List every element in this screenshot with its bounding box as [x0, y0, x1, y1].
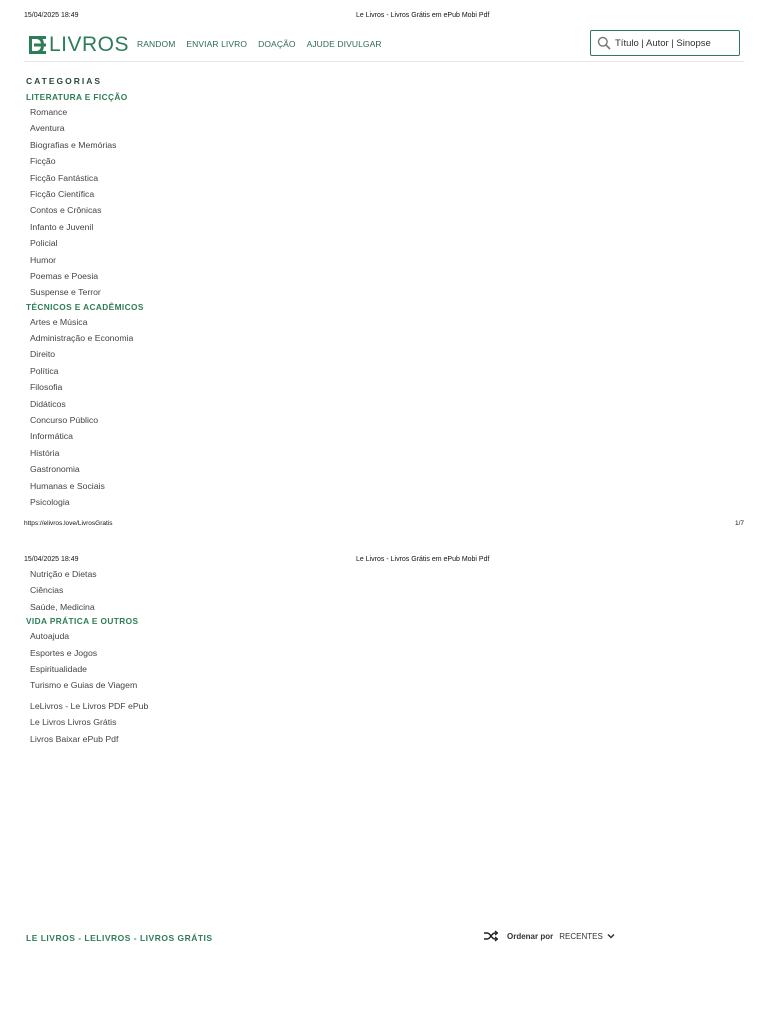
category-heading-vida: VIDA PRÁTICA E OUTROS: [26, 616, 139, 627]
shuffle-icon[interactable]: [484, 930, 498, 942]
nav-ajude-divulgar[interactable]: AJUDE DIVULGAR: [306, 39, 382, 49]
extra-link[interactable]: Le Livros Livros Grátis: [30, 717, 117, 728]
logo-mark-icon: [27, 34, 47, 56]
category-item[interactable]: Poemas e Poesia: [30, 270, 99, 281]
category-item[interactable]: História: [30, 447, 60, 458]
category-item[interactable]: Infanto e Juvenil: [30, 221, 94, 232]
category-item[interactable]: Humanas e Sociais: [30, 480, 105, 491]
categories-title: CATEGORIAS: [26, 76, 103, 86]
nav-enviar-livro[interactable]: ENVIAR LIVRO: [186, 39, 248, 49]
category-item[interactable]: Policial: [30, 238, 58, 249]
category-item[interactable]: Nutrição e Dietas: [30, 569, 97, 579]
category-item[interactable]: Administração e Economia: [30, 333, 134, 344]
category-item[interactable]: Humor: [30, 254, 57, 265]
category-item[interactable]: Aventura: [30, 123, 65, 134]
category-item[interactable]: Filosofia: [30, 382, 63, 393]
logo-text: LIVROS: [49, 33, 130, 56]
sort-dropdown[interactable]: [559, 932, 615, 941]
category-item[interactable]: Contos e Crônicas: [30, 205, 102, 216]
site-logo[interactable]: [27, 33, 129, 57]
print-url: https://elivros.love/LivrosGratis: [24, 520, 113, 527]
print-datetime: 15/04/2025 18:49: [24, 12, 79, 19]
category-item[interactable]: Suspense e Terror: [30, 287, 101, 298]
chevron-down-icon: [607, 932, 615, 940]
category-item[interactable]: Ciências: [30, 585, 64, 596]
category-item[interactable]: Espiritualidade: [30, 663, 87, 674]
sort-control: [484, 930, 615, 942]
category-item[interactable]: Saúde, Medicina: [30, 601, 95, 612]
category-item[interactable]: Ficção Científica: [30, 188, 95, 199]
category-item[interactable]: Romance: [30, 107, 68, 117]
category-heading-literatura: LITERATURA E FICÇÃO: [26, 92, 128, 102]
category-item[interactable]: Esportes e Jogos: [30, 647, 98, 658]
nav-random[interactable]: RANDOM: [137, 39, 176, 49]
extra-link[interactable]: Livros Baixar ePub Pdf: [30, 733, 119, 744]
category-item[interactable]: Autoajuda: [30, 631, 70, 642]
category-item[interactable]: Gastronomia: [30, 464, 80, 475]
site-header: [24, 30, 744, 62]
category-item[interactable]: Biografias e Memórias: [30, 139, 117, 150]
search-box: [590, 30, 740, 56]
category-item[interactable]: Política: [30, 365, 59, 376]
print-page-number: 1/7: [734, 520, 744, 527]
extra-link[interactable]: LeLivros - Le Livros PDF ePub: [30, 700, 149, 711]
sort-label: Ordenar por: [507, 931, 554, 941]
search-icon[interactable]: [597, 36, 611, 50]
category-item[interactable]: Concurso Público: [30, 415, 99, 426]
print-page-title: Le Livros - Livros Grátis em ePub Mobi Pdf: [356, 12, 490, 19]
category-item[interactable]: Informática: [30, 431, 73, 442]
nav-doacao[interactable]: DOAÇÃO: [258, 39, 296, 49]
category-list-page1: [26, 91, 144, 510]
category-list-page2: [26, 566, 148, 747]
category-item[interactable]: Artes e Música: [30, 316, 88, 327]
category-item[interactable]: Ficção Fantástica: [30, 172, 99, 183]
category-item[interactable]: Didáticos: [30, 398, 66, 409]
category-item[interactable]: Direito: [30, 349, 56, 360]
category-heading-tecnicos: TÉCNICOS E ACADÊMICOS: [26, 301, 144, 312]
category-item[interactable]: Psicologia: [30, 496, 70, 507]
print-datetime: 15/04/2025 18:49: [24, 556, 79, 563]
category-item[interactable]: Ficção: [30, 156, 56, 167]
main-nav: [137, 39, 393, 49]
print-page-title: Le Livros - Livros Grátis em ePub Mobi Pdf: [356, 556, 490, 563]
category-item[interactable]: Turismo e Guias de Viagem: [30, 680, 138, 691]
search-input[interactable]: [615, 38, 725, 49]
footer-brand[interactable]: LE LIVROS - LELIVROS - LIVROS GRÁTIS: [26, 933, 213, 943]
sort-value: RECENTES: [559, 931, 603, 941]
